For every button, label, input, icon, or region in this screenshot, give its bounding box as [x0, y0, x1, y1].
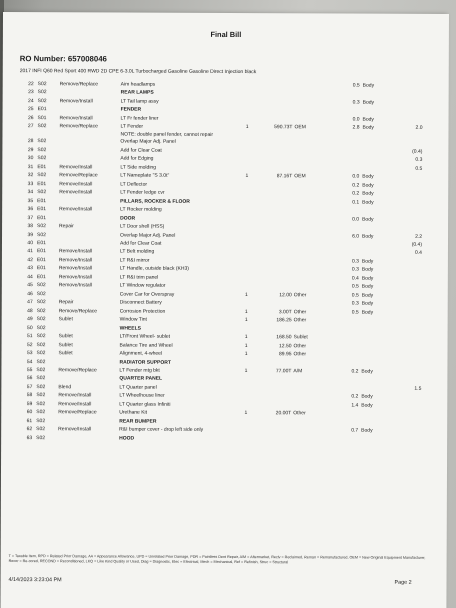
labor-type: Body — [362, 99, 375, 106]
labor-hours: 0.2 — [351, 368, 359, 375]
description: LT R&I mirror — [119, 257, 150, 264]
quantity: 1 — [244, 291, 248, 298]
labor-type: Body — [362, 233, 374, 240]
quantity: 1 — [244, 410, 248, 417]
operation: Repair — [59, 223, 74, 230]
quantity: 1 — [244, 368, 248, 375]
extended-price: 3.00T — [278, 308, 292, 315]
line-code: S02 — [37, 123, 47, 130]
operation: Sublet — [58, 316, 73, 323]
labor-type: Body — [362, 116, 374, 123]
labor-type: Body — [362, 82, 375, 89]
line-code: E01 — [37, 214, 47, 221]
labor-hours: 0.2 — [351, 393, 359, 400]
labor-type: Body — [361, 402, 373, 409]
labor-type: Body — [361, 393, 373, 401]
labor-hours: 0.2 — [352, 182, 360, 189]
operation: Repair — [58, 299, 74, 306]
description: HOOD — [119, 435, 135, 442]
labor-hours: 1.4 — [351, 402, 359, 409]
line-code: S02 — [36, 358, 46, 365]
line-number: 45 — [27, 282, 33, 289]
labor-hours: 6.0 — [352, 233, 360, 240]
line-number: 28 — [27, 138, 34, 145]
line-number: 47 — [27, 299, 33, 306]
labor-type: Body — [361, 309, 374, 316]
line-number: 38 — [27, 223, 34, 230]
line-number: 26 — [27, 114, 34, 122]
description — [120, 123, 213, 138]
labor-hours: 0.3 — [351, 266, 359, 273]
description: LT Deflector — [120, 181, 148, 188]
operation: Sublet — [58, 350, 73, 357]
paint-hours: 1.5 — [414, 385, 422, 392]
labor-hours: 0.3 — [352, 99, 360, 106]
extended-price: 12.50 — [279, 342, 292, 349]
labor-hours: 0.5 — [351, 309, 359, 316]
part-type: Other — [293, 351, 307, 358]
description: PILLARS, ROCKER & FLOOR — [120, 198, 190, 205]
labor-type: Body — [362, 190, 374, 197]
extended-price: 186.25 — [276, 317, 292, 324]
line-code: S02 — [36, 324, 46, 331]
operation: Remove/Install — [58, 392, 92, 399]
line-number: 44 — [27, 273, 33, 280]
paint-hours: (0.4) — [412, 148, 423, 155]
paint-hours: 2.2 — [415, 233, 423, 240]
line-code: S02 — [36, 392, 46, 399]
extended-price: 87.16T — [276, 173, 293, 180]
operation: Remove/Install — [59, 115, 93, 122]
description: Overlap Major Adj. Panel — [120, 232, 176, 239]
description: Overlap Major Adj. Panel — [120, 138, 176, 146]
extended-price: 590.73T — [274, 124, 293, 131]
line-number: 29 — [27, 146, 34, 153]
line-number: 24 — [28, 98, 34, 105]
ro-number: RO Number: 657008046 — [19, 54, 107, 64]
operation: Remove/Install — [58, 426, 92, 433]
line-number: 55 — [26, 367, 33, 374]
operation: Remove/Install — [59, 206, 93, 213]
operation: Remove/Install — [58, 401, 92, 408]
description: LT R&I trim panel — [119, 274, 159, 281]
description: LT Fender mtg bkt — [119, 367, 160, 374]
line-code: S02 — [36, 290, 46, 297]
line-code: S02 — [36, 417, 46, 425]
labor-type: Body — [362, 182, 374, 189]
quantity: 1 — [244, 342, 248, 349]
description-text: LT Fender — [120, 123, 144, 130]
labor-type: Body — [361, 283, 374, 290]
part-type: Other — [293, 342, 307, 349]
description: Window Tint — [119, 316, 147, 323]
labor-type: Body — [362, 124, 374, 131]
description: Add for Clear Coat — [119, 240, 162, 247]
paint-hours: 0.4 — [414, 250, 422, 257]
description: Add for Edging — [120, 155, 154, 162]
line-code: S02 — [36, 350, 46, 357]
labor-hours: 0.0 — [352, 173, 360, 180]
labor-hours: 0.3 — [351, 258, 359, 265]
description-note: NOTE: double panel fender, cannot repair — [120, 131, 214, 138]
operation: Remove/Replace — [58, 367, 97, 374]
line-number: 52 — [26, 341, 33, 348]
description: LT Tail lamp assy — [120, 98, 159, 105]
description: Alignment, 4-wheel — [119, 350, 163, 357]
description: REAR LAMPS — [120, 89, 154, 97]
line-number: 53 — [26, 350, 33, 357]
labor-hours: 0.4 — [351, 275, 359, 282]
description: LT/Front Wheel- sublet — [119, 333, 171, 340]
labor-hours: 0.0 — [352, 116, 360, 123]
part-type: Other — [293, 292, 307, 299]
line-code: S02 — [37, 172, 47, 179]
part-type: OEM — [294, 173, 306, 180]
part-type: Other — [293, 317, 307, 324]
line-number: 63 — [26, 434, 33, 441]
description: LT Handle, outside black (KH3) — [119, 265, 189, 273]
print-timestamp: 4/14/2023 3:23:04 PM — [8, 577, 62, 584]
description: Cover Car for Overspray — [119, 291, 175, 298]
section-heading-row — [1, 434, 447, 444]
line-items-table — [1, 80, 449, 444]
line-code: S02 — [36, 282, 46, 289]
vehicle-description: 2017 INFI Q60 Red Sport 400 RWD 2D CPE 6-3.0L Turbocharged Gasoline Gasoline Direct Injection black — [19, 68, 257, 76]
part-type: Other — [293, 308, 307, 316]
line-code: E01 — [37, 180, 47, 187]
description: QUARTER PANEL — [119, 375, 163, 383]
description: LT Side molding — [120, 164, 157, 171]
description: Aim headlamps — [120, 81, 156, 88]
line-code: S02 — [37, 89, 47, 96]
quantity: 1 — [244, 334, 248, 341]
labor-type: Body — [362, 173, 374, 180]
line-code: S02 — [36, 409, 46, 416]
line-number: 43 — [27, 265, 33, 272]
part-type: A/M — [293, 368, 303, 375]
operation: Remove/Replace — [58, 307, 98, 315]
labor-hours: 0.5 — [352, 82, 360, 89]
quantity: 1 — [245, 124, 249, 131]
line-code: S02 — [36, 367, 46, 374]
description: Corrosion Protection — [119, 308, 166, 315]
line-code: E01 — [36, 248, 46, 255]
extended-price: 77.00T — [275, 368, 292, 375]
line-code: E01 — [37, 106, 47, 113]
line-code: E01 — [36, 257, 46, 264]
part-type: Sublet — [293, 334, 308, 341]
part-type: OEM — [294, 124, 306, 131]
operation: Sublet — [58, 333, 73, 340]
line-code: S02 — [37, 189, 47, 196]
operation: Remove/Install — [59, 163, 93, 171]
labor-type: Body — [361, 258, 374, 265]
paint-hours: 0.5 — [415, 165, 423, 172]
line-number: 54 — [26, 358, 33, 365]
line-number: 56 — [26, 375, 33, 382]
line-number: 51 — [27, 333, 33, 340]
labor-hours: 0.0 — [352, 216, 360, 223]
description: LT Window regulator — [119, 282, 166, 290]
labor-type: Body — [361, 275, 374, 282]
line-number: 35 — [27, 197, 34, 204]
description: WHEELS — [119, 325, 142, 332]
line-number: 36 — [27, 206, 34, 213]
line-code: E01 — [37, 197, 47, 204]
description: Urethane Kit — [119, 409, 148, 416]
description: FENDER — [120, 106, 142, 114]
line-number: 30 — [27, 155, 34, 162]
line-number: 49 — [27, 316, 33, 323]
operation: Remove/Install — [58, 257, 93, 264]
quantity: 1 — [245, 173, 249, 180]
labor-hours: 0.5 — [351, 292, 359, 299]
description: Balance Tire and Wheel — [119, 342, 173, 349]
part-type: Other — [293, 410, 306, 417]
description: LT Wheelhouse liner — [119, 392, 165, 400]
line-code: S02 — [37, 98, 47, 105]
description: LT Belt molding — [119, 248, 155, 256]
quantity: 1 — [244, 317, 248, 324]
line-number: 39 — [27, 231, 34, 238]
operation: Blend — [58, 384, 72, 391]
extended-price: 20.00T — [275, 410, 292, 417]
description: R&I bumper cover - drop left side only — [119, 426, 204, 434]
line-code: S02 — [37, 146, 47, 154]
bill-page — [0, 12, 449, 608]
operation: Remove/Install — [59, 180, 93, 188]
extended-price: 12.00 — [279, 291, 292, 299]
labor-hours: 0.1 — [352, 199, 360, 206]
description: DOOR — [120, 215, 136, 222]
line-number: 50 — [27, 324, 33, 331]
line-code: S02 — [36, 307, 46, 314]
line-code: S02 — [37, 155, 47, 162]
operation: Sublet — [58, 341, 73, 348]
line-number: 22 — [28, 81, 34, 88]
line-code: S02 — [37, 231, 46, 238]
labor-type: Body — [362, 216, 374, 223]
operation: Remove/Install — [58, 248, 93, 255]
line-code: S01 — [37, 115, 47, 122]
description: LT Quarter panel — [119, 384, 157, 391]
quantity: 1 — [244, 308, 248, 315]
line-number: 41 — [27, 248, 33, 255]
line-number: 61 — [26, 417, 33, 424]
line-number: 46 — [27, 290, 33, 297]
line-code: S02 — [36, 375, 46, 382]
line-number: 57 — [26, 384, 33, 391]
description: LT Fender ledge cvr — [120, 189, 165, 196]
line-number: 60 — [26, 409, 33, 416]
paint-hours: 2.0 — [415, 125, 423, 132]
labor-type: Body — [362, 199, 374, 206]
labor-hours: 0.2 — [352, 190, 360, 197]
labor-hours: 2.8 — [352, 124, 360, 131]
line-number: 23 — [28, 89, 34, 96]
line-code: S02 — [36, 384, 46, 391]
line-number: 58 — [26, 392, 33, 399]
extended-price: 89.95 — [278, 351, 292, 358]
line-number: 42 — [27, 257, 33, 264]
line-number: 27 — [27, 123, 34, 130]
line-number: 32 — [27, 172, 34, 179]
extended-price: 168.50 — [276, 334, 292, 341]
labor-hours: 0.5 — [351, 283, 359, 290]
description: REAR BUMPER — [119, 418, 157, 425]
operation: Remove/Replace — [59, 172, 98, 179]
page-number: Page 2 — [394, 579, 412, 586]
line-number: 37 — [27, 214, 34, 221]
description: LT Nameplate "S 3.0t" — [120, 172, 170, 179]
line-code: S02 — [36, 316, 46, 323]
operation: Remove/Install — [58, 265, 92, 272]
operation: Remove/Replace — [59, 123, 98, 130]
line-code: S02 — [37, 81, 47, 88]
line-code: S02 — [36, 401, 46, 408]
line-code: E01 — [36, 240, 46, 247]
line-code: S02 — [36, 299, 46, 306]
line-number: 31 — [27, 163, 34, 170]
operation: Remove/Install — [59, 189, 93, 196]
line-number: 33 — [27, 180, 34, 187]
description: LT Quarter glass Infiniti — [119, 401, 171, 408]
line-number: 34 — [27, 189, 34, 196]
operation: Remove/Install — [58, 282, 92, 289]
line-code: S02 — [36, 434, 46, 441]
document-title: Final Bill — [210, 29, 242, 40]
paint-hours: 0.3 — [415, 157, 423, 164]
line-code: E01 — [37, 163, 47, 170]
line-code: S02 — [36, 341, 46, 348]
line-code: S02 — [37, 138, 47, 145]
operation: Remove/Replace — [59, 81, 99, 88]
labor-hours: 0.7 — [351, 427, 359, 434]
line-number: 25 — [27, 106, 34, 113]
paint-hours: (0.4) — [411, 241, 423, 248]
line-code: E01 — [36, 273, 46, 281]
line-code: E01 — [37, 206, 47, 213]
line-number: 62 — [26, 426, 33, 433]
line-number: 48 — [27, 307, 33, 314]
operation: Remove/Install — [58, 274, 92, 281]
labor-type: Body — [361, 292, 374, 299]
description: Add for Clear Coat — [120, 147, 162, 154]
line-code: S02 — [36, 333, 46, 340]
description: LT Rocker molding — [120, 206, 162, 213]
line-code: S02 — [37, 223, 46, 230]
operation: Remove/Install — [59, 98, 93, 105]
labor-type: Body — [361, 300, 374, 307]
description: LT Fr fender liner — [120, 115, 159, 122]
line-number: 40 — [27, 240, 34, 247]
labor-type: Body — [361, 427, 373, 434]
labor-type: Body — [361, 266, 374, 273]
labor-hours: 0.3 — [351, 300, 359, 307]
description: Disconnect Battery — [119, 299, 162, 306]
description: RADIATOR SUPPORT — [119, 359, 171, 366]
line-code: E01 — [36, 265, 46, 272]
quantity: 1 — [244, 351, 248, 358]
description: LT Door shell (HSS) — [120, 223, 165, 230]
line-code: S02 — [36, 426, 46, 433]
line-number: 59 — [26, 400, 33, 408]
operation: Remove/Replace — [58, 409, 97, 416]
labor-type: Body — [361, 368, 373, 375]
abbreviation-legend: T = Taxable Item, RPD = Related Prior Damage, AA = Appearance Allowance, UPD = Unrelated Prior Damage, PDR = Paintless Dent Repair, A/M = Aftermarket, Reclv = Reclaimed, Reman = Remanufactured, OEM = New Original Equipment Manufacturer, Recor = Re-cored, RECOND = Reconditioned, LKQ = Like Kind Quality or Used, Diag = Diagnostic, Elec = Electrical, Mech = Mechanical, Ref = Refinish, Struc = Structural — [8, 554, 426, 565]
